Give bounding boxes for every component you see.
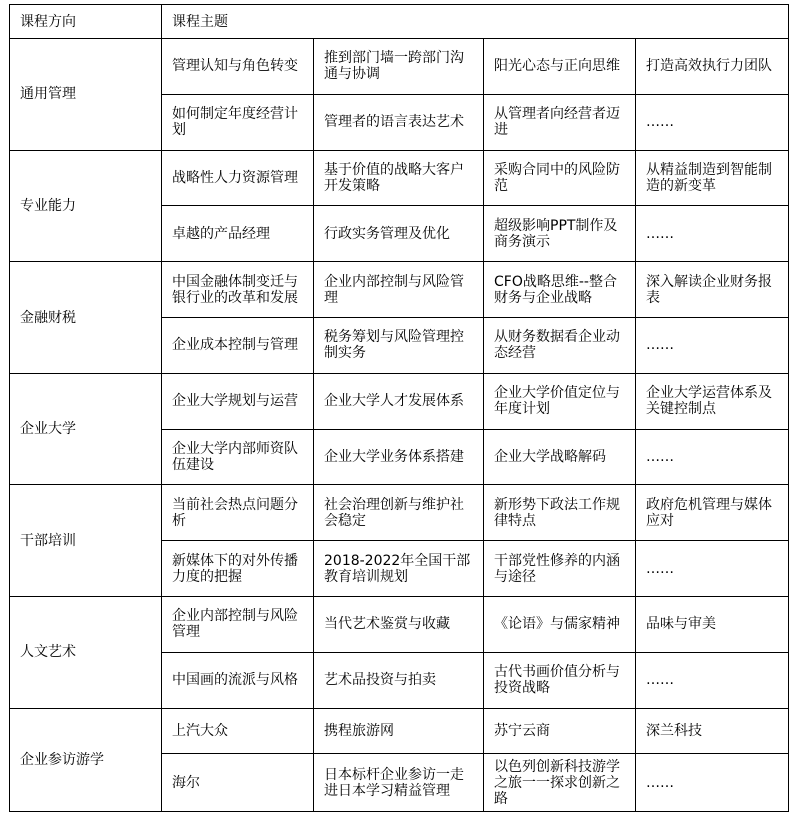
- topic-cell: 企业大学战略解码: [484, 430, 636, 486]
- category-cell: 干部培训: [10, 485, 162, 597]
- topic-cell: 从管理者向经营者迈进: [484, 95, 636, 151]
- header-topic: 课程主题: [162, 5, 789, 39]
- header-row: [10, 5, 789, 39]
- topic-cell: 管理者的语言表达艺术: [314, 95, 484, 151]
- topic-cell: CFO战略思维--整合财务与企业战略: [484, 262, 636, 318]
- topic-cell: 从财务数据看企业动态经营: [484, 318, 636, 374]
- course-table: [9, 4, 789, 812]
- topic-cell: 古代书画价值分析与投资战略: [484, 653, 636, 709]
- topic-cell: 品味与审美: [636, 597, 789, 653]
- category-cell: 企业大学: [10, 374, 162, 486]
- table-row: [10, 262, 789, 318]
- topic-cell: 企业大学内部师资队伍建设: [162, 430, 314, 486]
- category-cell: 企业参访游学: [10, 709, 162, 812]
- category-cell: 通用管理: [10, 39, 162, 151]
- topic-cell: 企业大学业务体系搭建: [314, 430, 484, 486]
- header-direction: 课程方向: [10, 5, 162, 39]
- table-row: [10, 485, 789, 541]
- topic-cell: ……: [636, 430, 789, 486]
- topic-cell: 上汽大众: [162, 709, 314, 754]
- topic-cell: 基于价值的战略大客户开发策略: [314, 151, 484, 207]
- topic-cell: 中国金融体制变迁与银行业的改革和发展: [162, 262, 314, 318]
- topic-cell: 深入解读企业财务报表: [636, 262, 789, 318]
- topic-cell: 企业内部控制与风险管理: [314, 262, 484, 318]
- table-row: [10, 39, 789, 95]
- topic-cell: 企业成本控制与管理: [162, 318, 314, 374]
- topic-cell: 从精益制造到智能制造的新变革: [636, 151, 789, 207]
- topic-cell: 战略性人力资源管理: [162, 151, 314, 207]
- topic-cell: 新媒体下的对外传播力度的把握: [162, 541, 314, 597]
- topic-cell: ……: [636, 318, 789, 374]
- topic-cell: 企业大学人才发展体系: [314, 374, 484, 430]
- topic-cell: 企业大学价值定位与年度计划: [484, 374, 636, 430]
- category-cell: 人文艺术: [10, 597, 162, 709]
- topic-cell: 海尔: [162, 754, 314, 812]
- topic-cell: 社会治理创新与维护社会稳定: [314, 485, 484, 541]
- category-cell: 专业能力: [10, 151, 162, 263]
- topic-cell: 打造高效执行力团队: [636, 39, 789, 95]
- topic-cell: ……: [636, 206, 789, 262]
- topic-cell: 艺术品投资与拍卖: [314, 653, 484, 709]
- topic-cell: 中国画的流派与风格: [162, 653, 314, 709]
- table-row: [10, 151, 789, 207]
- topic-cell: 企业内部控制与风险管理: [162, 597, 314, 653]
- topic-cell: 新形势下政法工作规律特点: [484, 485, 636, 541]
- topic-cell: 干部党性修养的内涵与途径: [484, 541, 636, 597]
- topic-cell: 当前社会热点问题分析: [162, 485, 314, 541]
- topic-cell: ……: [636, 754, 789, 812]
- table-row: [10, 709, 789, 754]
- topic-cell: 税务筹划与风险管理控制实务: [314, 318, 484, 374]
- topic-cell: 企业大学规划与运营: [162, 374, 314, 430]
- topic-cell: 苏宁云商: [484, 709, 636, 754]
- topic-cell: 以色列创新科技游学之旅一一探求创新之路: [484, 754, 636, 812]
- topic-cell: ……: [636, 541, 789, 597]
- table-row: [10, 374, 789, 430]
- topic-cell: 行政实务管理及优化: [314, 206, 484, 262]
- topic-cell: 当代艺术鉴赏与收藏: [314, 597, 484, 653]
- topic-cell: 《论语》与儒家精神: [484, 597, 636, 653]
- topic-cell: 卓越的产品经理: [162, 206, 314, 262]
- topic-cell: 携程旅游网: [314, 709, 484, 754]
- topic-cell: 如何制定年度经营计划: [162, 95, 314, 151]
- topic-cell: 政府危机管理与媒体应对: [636, 485, 789, 541]
- topic-cell: 日本标杆企业参访一走进日本学习精益管理: [314, 754, 484, 812]
- topic-cell: ……: [636, 653, 789, 709]
- topic-cell: 采购合同中的风险防范: [484, 151, 636, 207]
- topic-cell: ……: [636, 95, 789, 151]
- table-row: [10, 597, 789, 653]
- category-cell: 金融财税: [10, 262, 162, 374]
- topic-cell: 超级影响PPT制作及商务演示: [484, 206, 636, 262]
- topic-cell: 管理认知与角色转变: [162, 39, 314, 95]
- topic-cell: 阳光心态与正向思维: [484, 39, 636, 95]
- topic-cell: 深兰科技: [636, 709, 789, 754]
- topic-cell: 推到部门墙一跨部门沟通与协调: [314, 39, 484, 95]
- topic-cell: 企业大学运营体系及关键控制点: [636, 374, 789, 430]
- topic-cell: 2018-2022年全国干部教育培训规划: [314, 541, 484, 597]
